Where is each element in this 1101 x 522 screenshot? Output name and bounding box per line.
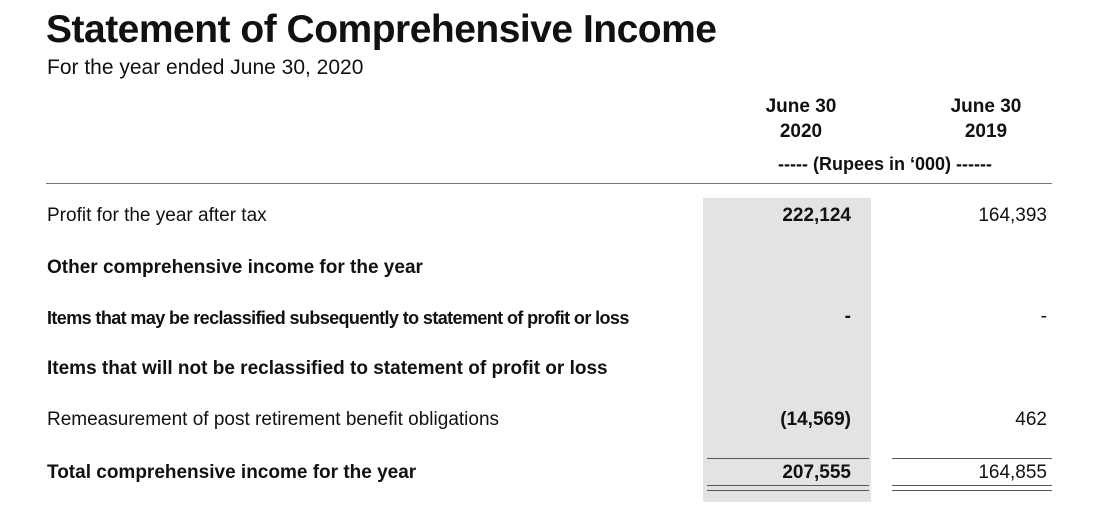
total-top-rule-2019	[892, 458, 1052, 459]
column-header-2020	[726, 94, 876, 144]
total-top-rule-2020	[707, 458, 869, 459]
column-header-2019-year: 2019	[964, 121, 1008, 142]
header-divider	[46, 183, 1052, 184]
row-label-total-comprehensive-income: Total comprehensive income for the year	[47, 462, 417, 483]
value-2020-items-may-be-reclassified: -	[844, 306, 851, 327]
value-2019-profit-after-tax: 164,393	[978, 205, 1047, 226]
statement-period: For the year ended June 30, 2020	[47, 56, 364, 79]
value-2019-items-may-be-reclassified: -	[1040, 306, 1047, 327]
row-label-remeasurement-post-retirement: Remeasurement of post retirement benefit obligations	[47, 409, 500, 430]
value-2019-total-comprehensive-income: 164,855	[978, 462, 1047, 483]
value-2020-profit-after-tax: 222,124	[782, 205, 851, 226]
value-2020-total-comprehensive-income: 207,555	[782, 462, 851, 483]
total-double-underline-2020	[707, 485, 869, 491]
column-header-2020-year: 2020	[779, 121, 823, 142]
column-header-2020-date: June 30	[765, 96, 837, 117]
section-heading-items-not-reclassified: Items that will not be reclassified to statement of profit or loss	[47, 358, 608, 379]
value-2019-remeasurement: 462	[1015, 409, 1047, 430]
current-year-column-shading	[703, 198, 871, 502]
column-header-2019	[911, 94, 1061, 144]
row-label-items-may-be-reclassified: Items that may be reclassified subsequently to statement of profit or loss	[47, 308, 629, 328]
row-label-profit-after-tax: Profit for the year after tax	[47, 205, 267, 226]
column-header-2019-date: June 30	[950, 96, 1022, 117]
total-double-underline-2019	[892, 485, 1052, 491]
value-2020-remeasurement: (14,569)	[780, 409, 851, 430]
section-heading-other-comprehensive-income: Other comprehensive income for the year	[47, 257, 423, 278]
statement-title: Statement of Comprehensive Income	[46, 8, 717, 51]
currency-units-label: ----- (Rupees in ‘000) ------	[778, 154, 992, 174]
